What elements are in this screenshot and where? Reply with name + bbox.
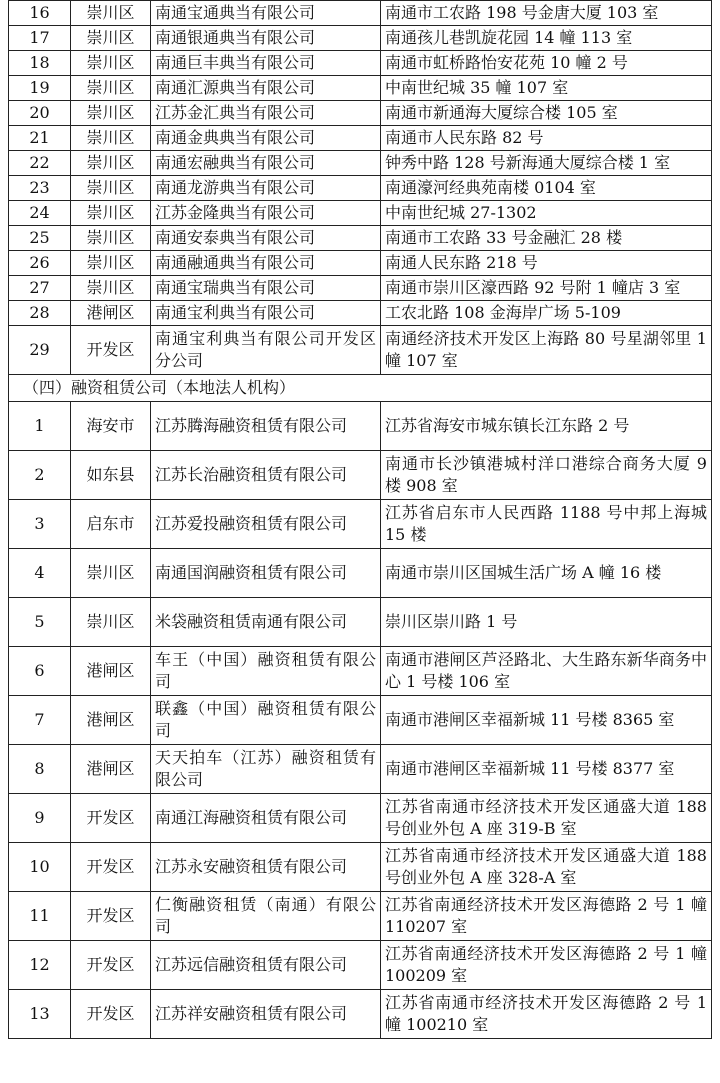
address-cell: 江苏省南通市经济技术开发区海德路 2 号 1 幢 100210 室: [381, 990, 712, 1039]
section-title: （四）融资租赁公司（本地法人机构）: [9, 375, 712, 402]
row-number: 18: [9, 51, 71, 76]
district-cell: 崇川区: [71, 26, 151, 51]
row-number: 21: [9, 126, 71, 151]
table-row: [9, 101, 712, 126]
district-cell: 崇川区: [71, 151, 151, 176]
company-name-cell: 江苏永安融资租赁有限公司: [151, 843, 381, 892]
table-row: [9, 126, 712, 151]
company-name-cell: 南通国润融资租赁有限公司: [151, 549, 381, 598]
district-cell: 崇川区: [71, 226, 151, 251]
table-row: [9, 451, 712, 500]
address-cell: 南通市长沙镇港城村洋口港综合商务大厦 9 楼 908 室: [381, 451, 712, 500]
table-row: [9, 647, 712, 696]
company-name-cell: 南通宝通典当有限公司: [151, 1, 381, 26]
row-number: 13: [9, 990, 71, 1039]
district-cell: 崇川区: [71, 251, 151, 276]
company-name-cell: 南通宝瑞典当有限公司: [151, 276, 381, 301]
address-cell: 江苏省启东市人民西路 1188 号中邦上海城 15 楼: [381, 500, 712, 549]
district-cell: 崇川区: [71, 201, 151, 226]
district-cell: 港闸区: [71, 301, 151, 326]
company-name-cell: 南通银通典当有限公司: [151, 26, 381, 51]
row-number: 28: [9, 301, 71, 326]
address-cell: 南通市港闸区幸福新城 11 号楼 8365 室: [381, 696, 712, 745]
address-cell: 南通经济技术开发区上海路 80 号星湖邻里 1 幢 107 室: [381, 326, 712, 375]
table-row: [9, 745, 712, 794]
company-name-cell: 天天拍车（江苏）融资租赁有限公司: [151, 745, 381, 794]
district-cell: 开发区: [71, 326, 151, 375]
company-name-cell: 南通巨丰典当有限公司: [151, 51, 381, 76]
company-name-cell: 南通宏融典当有限公司: [151, 151, 381, 176]
company-name-cell: 江苏腾海融资租赁有限公司: [151, 402, 381, 451]
address-cell: 南通市崇川区濠西路 92 号附 1 幢店 3 室: [381, 276, 712, 301]
company-name-cell: 南通金典典当有限公司: [151, 126, 381, 151]
table-row: [9, 26, 712, 51]
company-name-cell: 江苏远信融资租赁有限公司: [151, 941, 381, 990]
address-cell: 南通市港闸区幸福新城 11 号楼 8377 室: [381, 745, 712, 794]
row-number: 11: [9, 892, 71, 941]
district-cell: 崇川区: [71, 276, 151, 301]
table-row: [9, 598, 712, 647]
table-row: [9, 326, 712, 375]
table-row: [9, 76, 712, 101]
district-cell: 崇川区: [71, 126, 151, 151]
address-cell: 江苏省南通经济技术开发区海德路 2 号 1 幢 110207 室: [381, 892, 712, 941]
address-cell: 南通人民东路 218 号: [381, 251, 712, 276]
table-row: [9, 226, 712, 251]
table-row: [9, 276, 712, 301]
district-cell: 崇川区: [71, 101, 151, 126]
district-cell: 开发区: [71, 794, 151, 843]
row-number: 10: [9, 843, 71, 892]
district-cell: 崇川区: [71, 51, 151, 76]
address-cell: 崇川区崇川路 1 号: [381, 598, 712, 647]
district-cell: 开发区: [71, 941, 151, 990]
row-number: 1: [9, 402, 71, 451]
row-number: 20: [9, 101, 71, 126]
row-number: 27: [9, 276, 71, 301]
table-row: [9, 794, 712, 843]
table-row: [9, 843, 712, 892]
row-number: 3: [9, 500, 71, 549]
district-cell: 港闸区: [71, 745, 151, 794]
district-cell: 开发区: [71, 990, 151, 1039]
district-cell: 港闸区: [71, 647, 151, 696]
address-cell: 江苏省南通市经济技术开发区通盛大道 188 号创业外包 A 座 319-B 室: [381, 794, 712, 843]
table-row: [9, 402, 712, 451]
company-name-cell: 车王（中国）融资租赁有限公司: [151, 647, 381, 696]
address-cell: 南通市工农路 198 号金唐大厦 103 室: [381, 1, 712, 26]
district-cell: 如东县: [71, 451, 151, 500]
table-row: [9, 500, 712, 549]
address-cell: 江苏省南通经济技术开发区海德路 2 号 1 幢 100209 室: [381, 941, 712, 990]
district-cell: 开发区: [71, 892, 151, 941]
company-name-cell: 南通安泰典当有限公司: [151, 226, 381, 251]
row-number: 16: [9, 1, 71, 26]
table-row: [9, 301, 712, 326]
address-cell: 南通市港闸区芦泾路北、大生路东新华商务中心 1 号楼 106 室: [381, 647, 712, 696]
company-name-cell: 江苏金汇典当有限公司: [151, 101, 381, 126]
table-row: [9, 1, 712, 26]
table-row: [9, 892, 712, 941]
institution-table: [8, 0, 712, 1039]
address-cell: 中南世纪城 27-1302: [381, 201, 712, 226]
company-name-cell: 联鑫（中国）融资租赁有限公司: [151, 696, 381, 745]
table-row: [9, 201, 712, 226]
address-cell: 江苏省南通市经济技术开发区通盛大道 188 号创业外包 A 座 328-A 室: [381, 843, 712, 892]
row-number: 8: [9, 745, 71, 794]
company-name-cell: 南通江海融资租赁有限公司: [151, 794, 381, 843]
company-name-cell: 南通汇源典当有限公司: [151, 76, 381, 101]
row-number: 7: [9, 696, 71, 745]
row-number: 29: [9, 326, 71, 375]
company-name-cell: 南通龙游典当有限公司: [151, 176, 381, 201]
table-row: [9, 990, 712, 1039]
row-number: 26: [9, 251, 71, 276]
row-number: 6: [9, 647, 71, 696]
district-cell: 崇川区: [71, 76, 151, 101]
address-cell: 钟秀中路 128 号新海通大厦综合楼 1 室: [381, 151, 712, 176]
row-number: 9: [9, 794, 71, 843]
address-cell: 南通市虹桥路怡安花苑 10 幢 2 号: [381, 51, 712, 76]
company-name-cell: 米袋融资租赁南通有限公司: [151, 598, 381, 647]
district-cell: 崇川区: [71, 549, 151, 598]
company-name-cell: 南通融通典当有限公司: [151, 251, 381, 276]
company-name-cell: 江苏爱投融资租赁有限公司: [151, 500, 381, 549]
table-row: [9, 696, 712, 745]
row-number: 5: [9, 598, 71, 647]
row-number: 17: [9, 26, 71, 51]
address-cell: 工农北路 108 金海岸广场 5-109: [381, 301, 712, 326]
row-number: 23: [9, 176, 71, 201]
address-cell: 南通濠河经典苑南楼 0104 室: [381, 176, 712, 201]
company-name-cell: 仁衡融资租赁（南通）有限公司: [151, 892, 381, 941]
company-name-cell: 江苏祥安融资租赁有限公司: [151, 990, 381, 1039]
address-cell: 江苏省海安市城东镇长江东路 2 号: [381, 402, 712, 451]
district-cell: 海安市: [71, 402, 151, 451]
address-cell: 南通市新通海大厦综合楼 105 室: [381, 101, 712, 126]
row-number: 4: [9, 549, 71, 598]
district-cell: 开发区: [71, 843, 151, 892]
table-row: [9, 941, 712, 990]
district-cell: 启东市: [71, 500, 151, 549]
address-cell: 南通市崇川区国城生活广场 A 幢 16 楼: [381, 549, 712, 598]
row-number: 25: [9, 226, 71, 251]
table-row: [9, 51, 712, 76]
district-cell: 崇川区: [71, 1, 151, 26]
company-name-cell: 南通宝利典当有限公司: [151, 301, 381, 326]
table-row: [9, 176, 712, 201]
table-row: [9, 549, 712, 598]
row-number: 2: [9, 451, 71, 500]
row-number: 22: [9, 151, 71, 176]
table-row: [9, 151, 712, 176]
company-name-cell: 江苏长治融资租赁有限公司: [151, 451, 381, 500]
district-cell: 崇川区: [71, 598, 151, 647]
table-row: [9, 251, 712, 276]
district-cell: 港闸区: [71, 696, 151, 745]
address-cell: 南通孩儿巷凯旋花园 14 幢 113 室: [381, 26, 712, 51]
district-cell: 崇川区: [71, 176, 151, 201]
row-number: 24: [9, 201, 71, 226]
company-name-cell: 南通宝利典当有限公司开发区分公司: [151, 326, 381, 375]
address-cell: 南通市工农路 33 号金融汇 28 楼: [381, 226, 712, 251]
row-number: 19: [9, 76, 71, 101]
row-number: 12: [9, 941, 71, 990]
address-cell: 南通市人民东路 82 号: [381, 126, 712, 151]
company-name-cell: 江苏金隆典当有限公司: [151, 201, 381, 226]
address-cell: 中南世纪城 35 幢 107 室: [381, 76, 712, 101]
section-header-row: [9, 375, 712, 402]
